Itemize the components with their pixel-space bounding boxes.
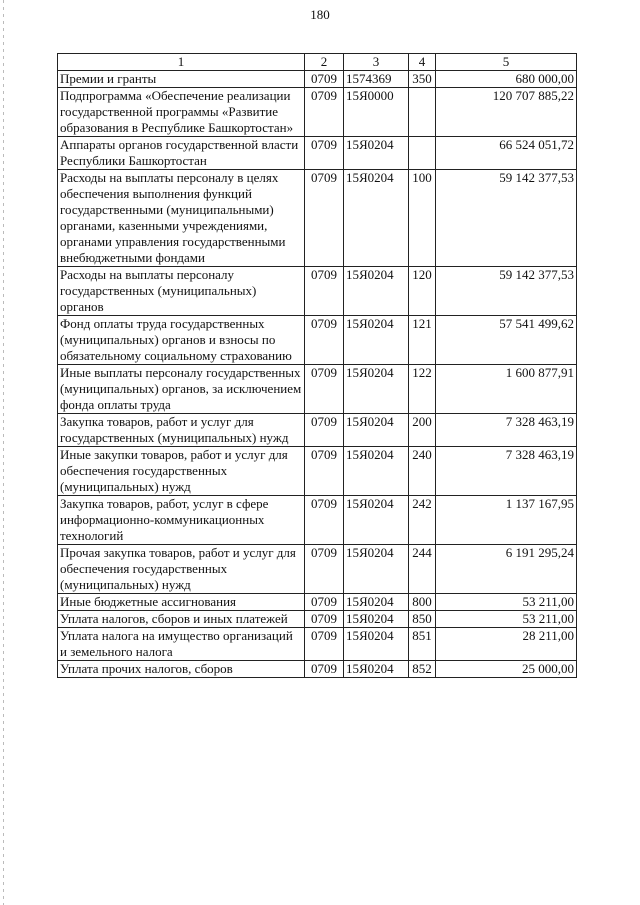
table-row	[58, 88, 577, 137]
row-type: 800	[409, 594, 436, 611]
budget-table	[57, 53, 577, 678]
row-name: Уплата налогов, сборов и иных платежей	[58, 611, 305, 628]
table-row	[58, 267, 577, 316]
row-section: 0709	[305, 447, 344, 496]
row-name: Иные закупки товаров, работ и услуг для обеспечения государственных (муниципальных) нужд	[58, 447, 305, 496]
row-section: 0709	[305, 170, 344, 267]
row-target: 15Я0204	[344, 545, 409, 594]
scan-edge	[3, 0, 4, 905]
row-type: 200	[409, 414, 436, 447]
header-col-2: 2	[305, 54, 344, 71]
row-name: Премии и гранты	[58, 71, 305, 88]
row-amount: 53 211,00	[436, 594, 577, 611]
header-col-4: 4	[409, 54, 436, 71]
row-section: 0709	[305, 88, 344, 137]
row-amount: 6 191 295,24	[436, 545, 577, 594]
row-amount: 59 142 377,53	[436, 267, 577, 316]
row-target: 15Я0204	[344, 661, 409, 678]
row-amount: 680 000,00	[436, 71, 577, 88]
row-amount: 59 142 377,53	[436, 170, 577, 267]
row-amount: 57 541 499,62	[436, 316, 577, 365]
row-name: Уплата налога на имущество организаций и земельного налога	[58, 628, 305, 661]
header-col-5: 5	[436, 54, 577, 71]
row-target: 15Я0204	[344, 447, 409, 496]
row-section: 0709	[305, 414, 344, 447]
row-amount: 28 211,00	[436, 628, 577, 661]
table-row	[58, 365, 577, 414]
row-name: Иные бюджетные ассигнования	[58, 594, 305, 611]
table-row	[58, 545, 577, 594]
row-type: 244	[409, 545, 436, 594]
row-section: 0709	[305, 71, 344, 88]
table-row	[58, 447, 577, 496]
table-row	[58, 628, 577, 661]
row-section: 0709	[305, 611, 344, 628]
row-type: 100	[409, 170, 436, 267]
row-name: Закупка товаров, работ и услуг для государственных (муниципальных) нужд	[58, 414, 305, 447]
header-row	[58, 54, 577, 71]
row-name: Фонд оплаты труда государственных (муниципальных) органов и взносы по обязательному социальному страхованию	[58, 316, 305, 365]
row-type: 350	[409, 71, 436, 88]
row-amount: 25 000,00	[436, 661, 577, 678]
table-row	[58, 137, 577, 170]
row-target: 15Я0204	[344, 496, 409, 545]
table-row	[58, 170, 577, 267]
row-section: 0709	[305, 594, 344, 611]
page-number: 180	[310, 7, 330, 22]
row-target: 15Я0204	[344, 611, 409, 628]
row-type: 122	[409, 365, 436, 414]
row-type: 852	[409, 661, 436, 678]
row-amount: 7 328 463,19	[436, 447, 577, 496]
table-row	[58, 316, 577, 365]
row-amount: 53 211,00	[436, 611, 577, 628]
row-type: 850	[409, 611, 436, 628]
row-type: 240	[409, 447, 436, 496]
row-amount: 66 524 051,72	[436, 137, 577, 170]
table-row	[58, 661, 577, 678]
row-type: 120	[409, 267, 436, 316]
row-section: 0709	[305, 137, 344, 170]
row-type: 851	[409, 628, 436, 661]
row-name: Закупка товаров, работ, услуг в сфере информационно-коммуникационных технологий	[58, 496, 305, 545]
row-section: 0709	[305, 628, 344, 661]
header-col-3: 3	[344, 54, 409, 71]
row-section: 0709	[305, 545, 344, 594]
row-name: Уплата прочих налогов, сборов	[58, 661, 305, 678]
table-row	[58, 71, 577, 88]
table-row	[58, 594, 577, 611]
row-name: Расходы на выплаты персоналу государственных (муниципальных) органов	[58, 267, 305, 316]
row-amount: 1 600 877,91	[436, 365, 577, 414]
row-amount: 120 707 885,22	[436, 88, 577, 137]
row-type	[409, 88, 436, 137]
row-target: 15Я0204	[344, 594, 409, 611]
row-target: 15Я0000	[344, 88, 409, 137]
row-name: Иные выплаты персоналу государственных (муниципальных) органов, за исключением фонда оплаты труда	[58, 365, 305, 414]
row-target: 15Я0204	[344, 137, 409, 170]
row-target: 1574369	[344, 71, 409, 88]
table-row	[58, 414, 577, 447]
row-name: Подпрограмма «Обеспечение реализации государственной программы «Развитие образования в Республике Башкортостан»	[58, 88, 305, 137]
row-name: Расходы на выплаты персоналу в целях обеспечения выполнения функций государственными (муниципальными) органами, казенными учреждениями, органами управления государственными внебюджетными фондами	[58, 170, 305, 267]
row-amount: 7 328 463,19	[436, 414, 577, 447]
row-amount: 1 137 167,95	[436, 496, 577, 545]
row-section: 0709	[305, 661, 344, 678]
row-target: 15Я0204	[344, 414, 409, 447]
row-target: 15Я0204	[344, 267, 409, 316]
row-name: Аппараты органов государственной власти Республики Башкортостан	[58, 137, 305, 170]
header-col-1: 1	[58, 54, 305, 71]
table-row	[58, 496, 577, 545]
table-row	[58, 611, 577, 628]
row-type	[409, 137, 436, 170]
row-type: 121	[409, 316, 436, 365]
row-target: 15Я0204	[344, 316, 409, 365]
row-target: 15Я0204	[344, 365, 409, 414]
row-section: 0709	[305, 267, 344, 316]
row-name: Прочая закупка товаров, работ и услуг для обеспечения государственных (муниципальных) нужд	[58, 545, 305, 594]
row-section: 0709	[305, 496, 344, 545]
row-section: 0709	[305, 365, 344, 414]
row-section: 0709	[305, 316, 344, 365]
row-type: 242	[409, 496, 436, 545]
row-target: 15Я0204	[344, 628, 409, 661]
row-target: 15Я0204	[344, 170, 409, 267]
